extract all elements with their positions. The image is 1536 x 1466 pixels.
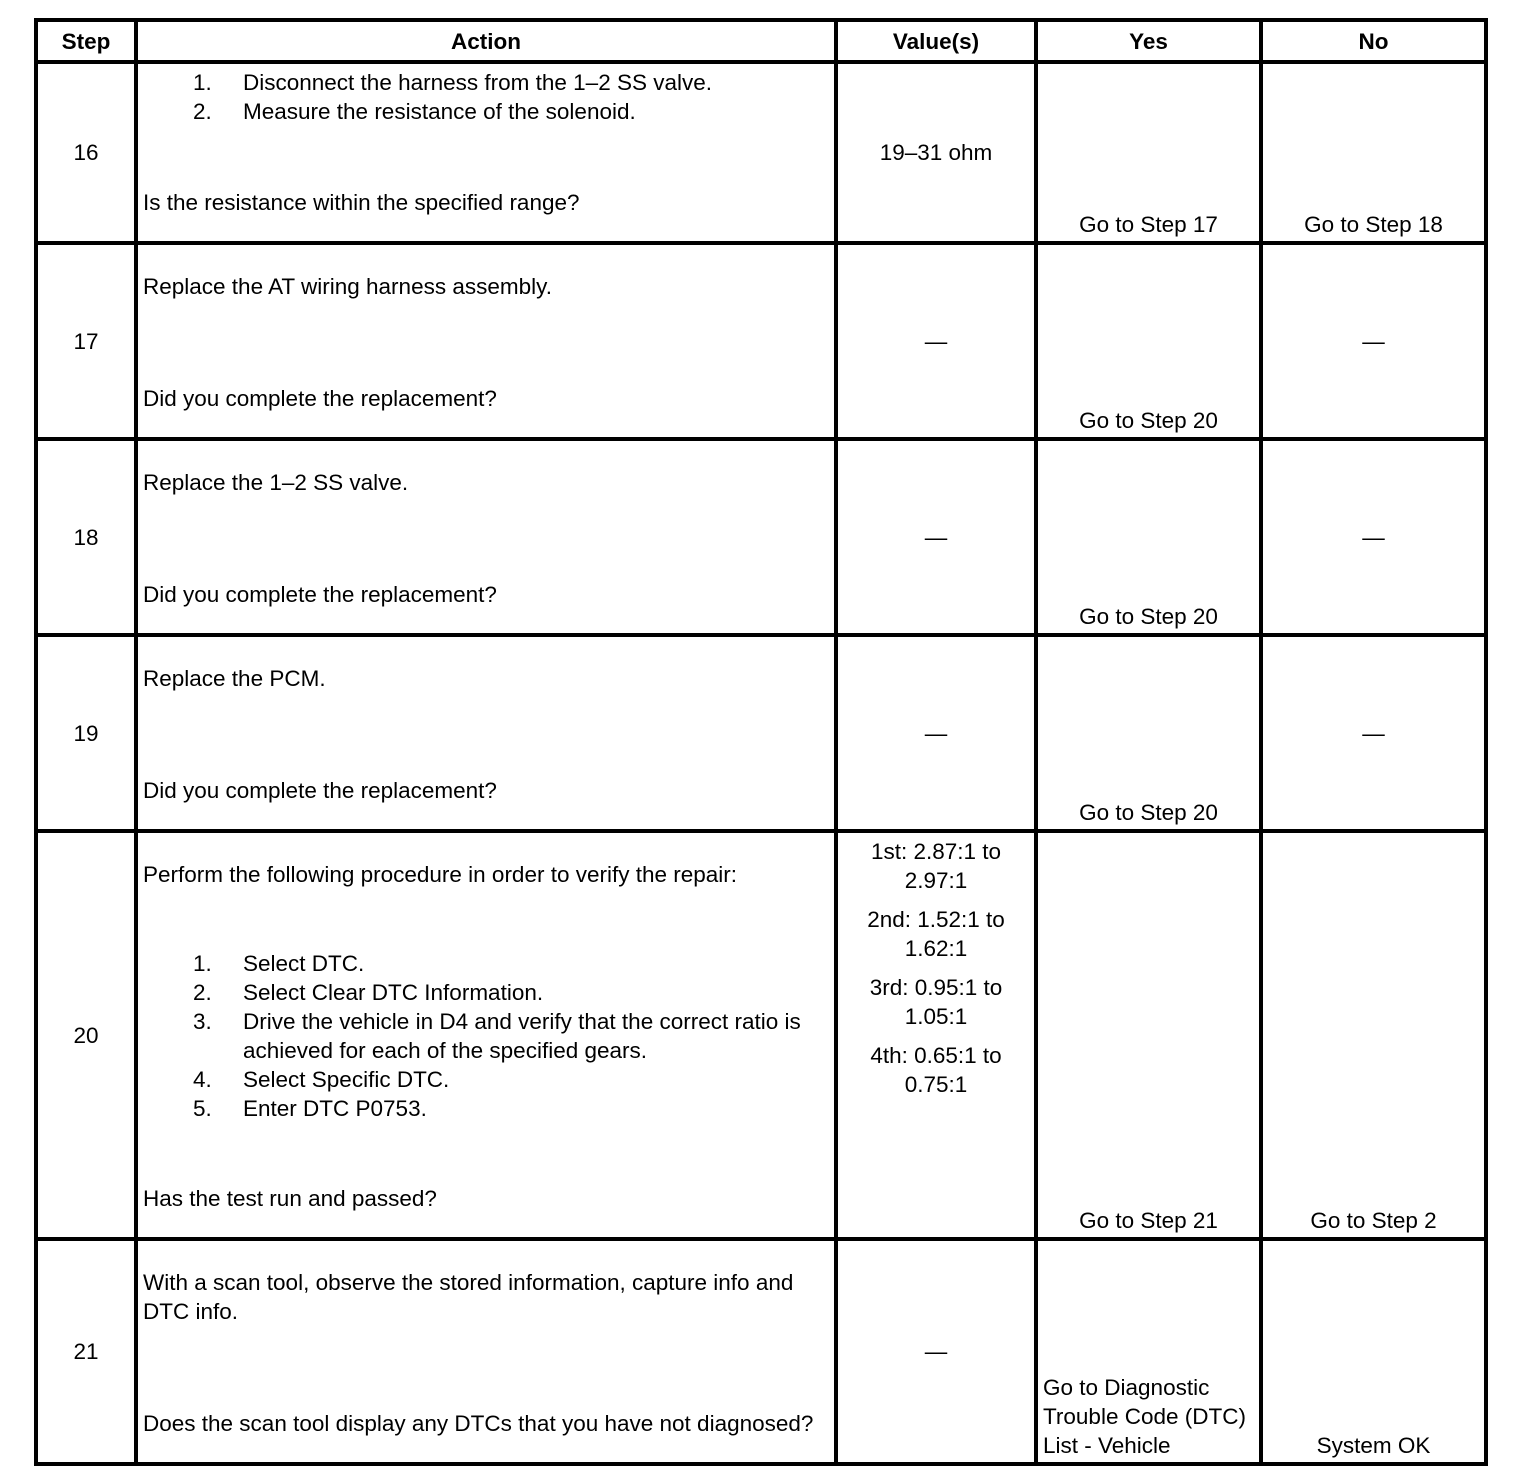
action-cell [136, 243, 836, 439]
gear-ratio-value: 3rd: 0.95:1 to 1.05:1 [869, 975, 1003, 1029]
gear-ratio-value: 2nd: 1.52:1 to 1.62:1 [867, 907, 1005, 961]
item-number: 3. [193, 1009, 212, 1034]
action-cell [136, 1239, 836, 1464]
list-item [143, 68, 829, 97]
question-text: Has the test run and passed? [143, 1185, 437, 1211]
step-number: 19 [36, 635, 136, 831]
item-number: 1. [193, 70, 212, 95]
no-cell: Go to Step 18 [1261, 62, 1486, 243]
instruction-text: Replace the PCM. [143, 665, 326, 691]
no-cell: — [1261, 243, 1486, 439]
step-number: 21 [36, 1239, 136, 1464]
no-cell: — [1261, 635, 1486, 831]
list-item [143, 1094, 829, 1123]
header-row [36, 20, 1486, 62]
table-row-step-20 [36, 831, 1486, 1239]
item-number: 2. [193, 980, 212, 1005]
item-text: Drive the vehicle in D4 and verify that the correct ratio is achieved for each of the specified gears. [243, 1009, 801, 1063]
yes-cell: Go to Step 20 [1036, 635, 1261, 831]
step-number: 17 [36, 243, 136, 439]
action-cell [136, 831, 836, 1239]
table-row-step-16 [36, 62, 1486, 243]
table-row-step-21 [36, 1239, 1486, 1464]
action-cell [136, 439, 836, 635]
instruction-text: Perform the following procedure in order to verify the repair: [143, 861, 738, 887]
header-step: Step [36, 20, 136, 62]
question-text: Is the resistance within the specified range? [143, 189, 580, 215]
no-cell: System OK [1261, 1239, 1486, 1464]
table-row-step-17 [36, 243, 1486, 439]
item-number: 2. [193, 99, 212, 124]
item-number: 5. [193, 1096, 212, 1121]
step-number: 18 [36, 439, 136, 635]
table-row-step-18 [36, 439, 1486, 635]
question-text: Does the scan tool display any DTCs that you have not diagnosed? [143, 1410, 814, 1436]
table-row-step-19 [36, 635, 1486, 831]
item-number: 4. [193, 1067, 212, 1092]
item-text: Disconnect the harness from the 1–2 SS valve. [243, 70, 712, 95]
gear-ratio-value: 1st: 2.87:1 to 2.97:1 [870, 839, 1002, 893]
header-values: Value(s) [836, 20, 1036, 62]
item-text: Select DTC. [243, 951, 365, 976]
action-cell [136, 635, 836, 831]
value-cell: — [836, 1239, 1036, 1464]
header-yes: Yes [1036, 20, 1261, 62]
item-text: Select Clear DTC Information. [243, 980, 544, 1005]
no-cell: Go to Step 2 [1261, 831, 1486, 1239]
instruction-text: With a scan tool, observe the stored information, capture info and DTC info. [143, 1269, 794, 1324]
list-item [143, 978, 829, 1007]
value-cell [836, 831, 1036, 1239]
yes-cell: Go to Step 20 [1036, 243, 1261, 439]
question-text: Did you complete the replacement? [143, 385, 497, 411]
value-cell: — [836, 635, 1036, 831]
instruction-text: Replace the AT wiring harness assembly. [143, 273, 552, 299]
yes-cell: Go to Step 17 [1036, 62, 1261, 243]
item-number: 1. [193, 951, 212, 976]
question-text: Did you complete the replacement? [143, 581, 497, 607]
list-item [143, 1007, 829, 1065]
item-text: Measure the resistance of the solenoid. [243, 99, 636, 124]
instruction-text: Replace the 1–2 SS valve. [143, 469, 409, 495]
yes-cell: Go to Step 21 [1036, 831, 1261, 1239]
procedure-list [143, 949, 829, 1123]
header-action: Action [136, 20, 836, 62]
yes-cell: Go to Step 20 [1036, 439, 1261, 635]
header-no: No [1261, 20, 1486, 62]
action-cell [136, 62, 836, 243]
procedure-list [143, 68, 829, 126]
list-item [143, 97, 829, 126]
no-cell: — [1261, 439, 1486, 635]
diagnostic-table [34, 18, 1488, 1466]
step-number: 16 [36, 62, 136, 243]
list-item [143, 949, 829, 978]
item-text: Enter DTC P0753. [243, 1096, 427, 1121]
value-cell: — [836, 439, 1036, 635]
value-cell: 19–31 ohm [836, 62, 1036, 243]
item-text: Select Specific DTC. [243, 1067, 450, 1092]
gear-ratio-value: 4th: 0.65:1 to 0.75:1 [870, 1043, 1002, 1097]
question-text: Did you complete the replacement? [143, 777, 497, 803]
yes-cell: Go to Diagnostic Trouble Code (DTC) List - Vehicle [1036, 1239, 1261, 1464]
value-cell: — [836, 243, 1036, 439]
step-number: 20 [36, 831, 136, 1239]
